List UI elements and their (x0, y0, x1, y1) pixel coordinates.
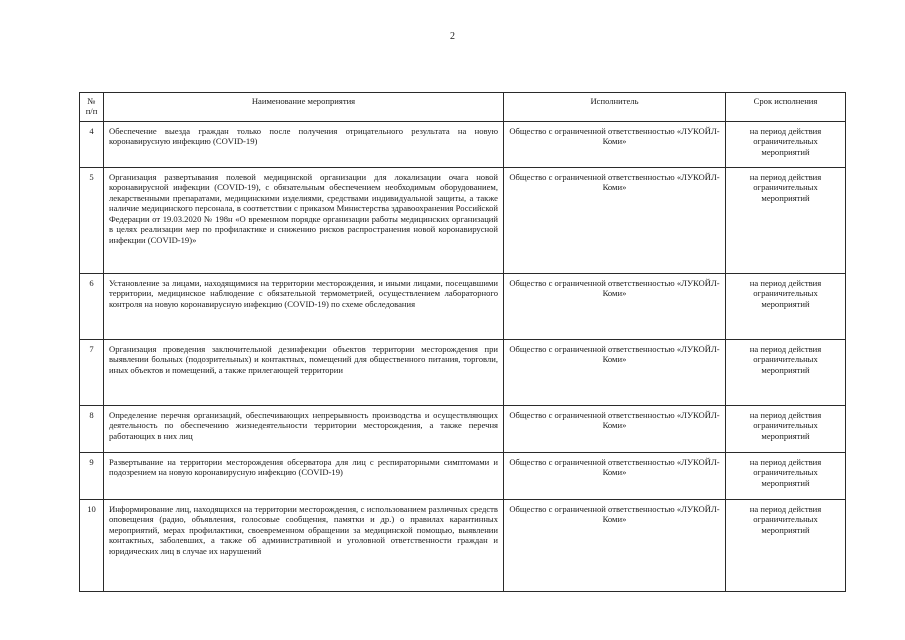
row-measure-name: Определение перечня организаций, обеспечивающих непрерывность производства и осуществляющих деятельность по обеспечению жизнедеятельности территории месторождения, а также перечня работающих в них лиц (104, 405, 504, 452)
row-number: 5 (80, 167, 104, 273)
row-term: на период действия ограничительных мероприятий (726, 499, 846, 591)
row-term: на период действия ограничительных мероприятий (726, 339, 846, 405)
row-executor: Общество с ограниченной ответственностью «ЛУКОЙЛ-Коми» (504, 167, 726, 273)
row-measure-name: Установление за лицами, находящимися на территории месторождения, и иными лицами, посещавшими территории, медицинское наблюдение с обязательной термометрией, осуществлением лабораторного контроля на новую коронавирусную инфекцию (COVID-19) по схеме обследования (104, 273, 504, 339)
row-number: 6 (80, 273, 104, 339)
row-number: 7 (80, 339, 104, 405)
row-measure-name: Организация проведения заключительной дезинфекции объектов территории месторождения при выявлении больных (подозрительных) и контактных, помещений для общественного питания, торговли, иных объектов и помещений, а также прилегающей территории (104, 339, 504, 405)
table-row (80, 273, 846, 339)
header-executor: Исполнитель (504, 93, 726, 122)
row-term: на период действия ограничительных мероприятий (726, 405, 846, 452)
row-term: на период действия ограничительных мероприятий (726, 121, 846, 167)
table-row (80, 405, 846, 452)
measures-table (79, 92, 846, 592)
row-executor: Общество с ограниченной ответственностью «ЛУКОЙЛ-Коми» (504, 121, 726, 167)
row-measure-name: Организация развертывания полевой медицинской организации для локализации очага новой коронавирусной инфекции (COVID-19), с обязательным обеспечением необходимым оборудованием, лекарственными препаратами, медицинскими изделиями, средствами индивидуальной защиты, а также наличие медицинского персонала, в соответствии с приказом Министерства здравоохранения Российской Федерации от 19.03.2020 № 198н «О временном порядке организации работы медицинских организаций в целях реализации мер по профилактике и снижению рисков распространения новой коронавирусной инфекции (COVID-19)» (104, 167, 504, 273)
row-number: 8 (80, 405, 104, 452)
row-number: 10 (80, 499, 104, 591)
table-row (80, 499, 846, 591)
table-row (80, 339, 846, 405)
row-measure-name: Информирование лиц, находящихся на территории месторождения, с использованием различных средств оповещения (радио, объявления, голосовые сообщения, памятки и др.) о правилах карантинных мероприятий, мерах профилактики, своевременном обращении за медицинской помощью, выявлении контактных, заболевших, а также об административной и уголовной ответственности граждан и юридических лиц в случае их нарушений (104, 499, 504, 591)
table-row (80, 167, 846, 273)
table-header-row (80, 93, 846, 122)
row-executor: Общество с ограниченной ответственностью «ЛУКОЙЛ-Коми» (504, 405, 726, 452)
row-executor: Общество с ограниченной ответственностью «ЛУКОЙЛ-Коми» (504, 339, 726, 405)
row-measure-name: Обеспечение выезда граждан только после получения отрицательного результата на новую коронавирусную инфекцию (COVID-19) (104, 121, 504, 167)
row-executor: Общество с ограниченной ответственностью «ЛУКОЙЛ-Коми» (504, 452, 726, 499)
row-number: 9 (80, 452, 104, 499)
header-number: № п/п (80, 93, 104, 122)
header-term: Срок исполнения (726, 93, 846, 122)
row-measure-name: Развертывание на территории месторождения обсерватора для лиц с респираторными симптомами и подозрением на новую коронавирусную инфекцию (COVID-19) (104, 452, 504, 499)
header-name: Наименование мероприятия (104, 93, 504, 122)
row-term: на период действия ограничительных мероприятий (726, 167, 846, 273)
page-number: 2 (450, 31, 455, 42)
table-row (80, 452, 846, 499)
row-term: на период действия ограничительных мероприятий (726, 452, 846, 499)
row-term: на период действия ограничительных мероприятий (726, 273, 846, 339)
table-row (80, 121, 846, 167)
row-executor: Общество с ограниченной ответственностью «ЛУКОЙЛ-Коми» (504, 499, 726, 591)
row-number: 4 (80, 121, 104, 167)
row-executor: Общество с ограниченной ответственностью «ЛУКОЙЛ-Коми» (504, 273, 726, 339)
